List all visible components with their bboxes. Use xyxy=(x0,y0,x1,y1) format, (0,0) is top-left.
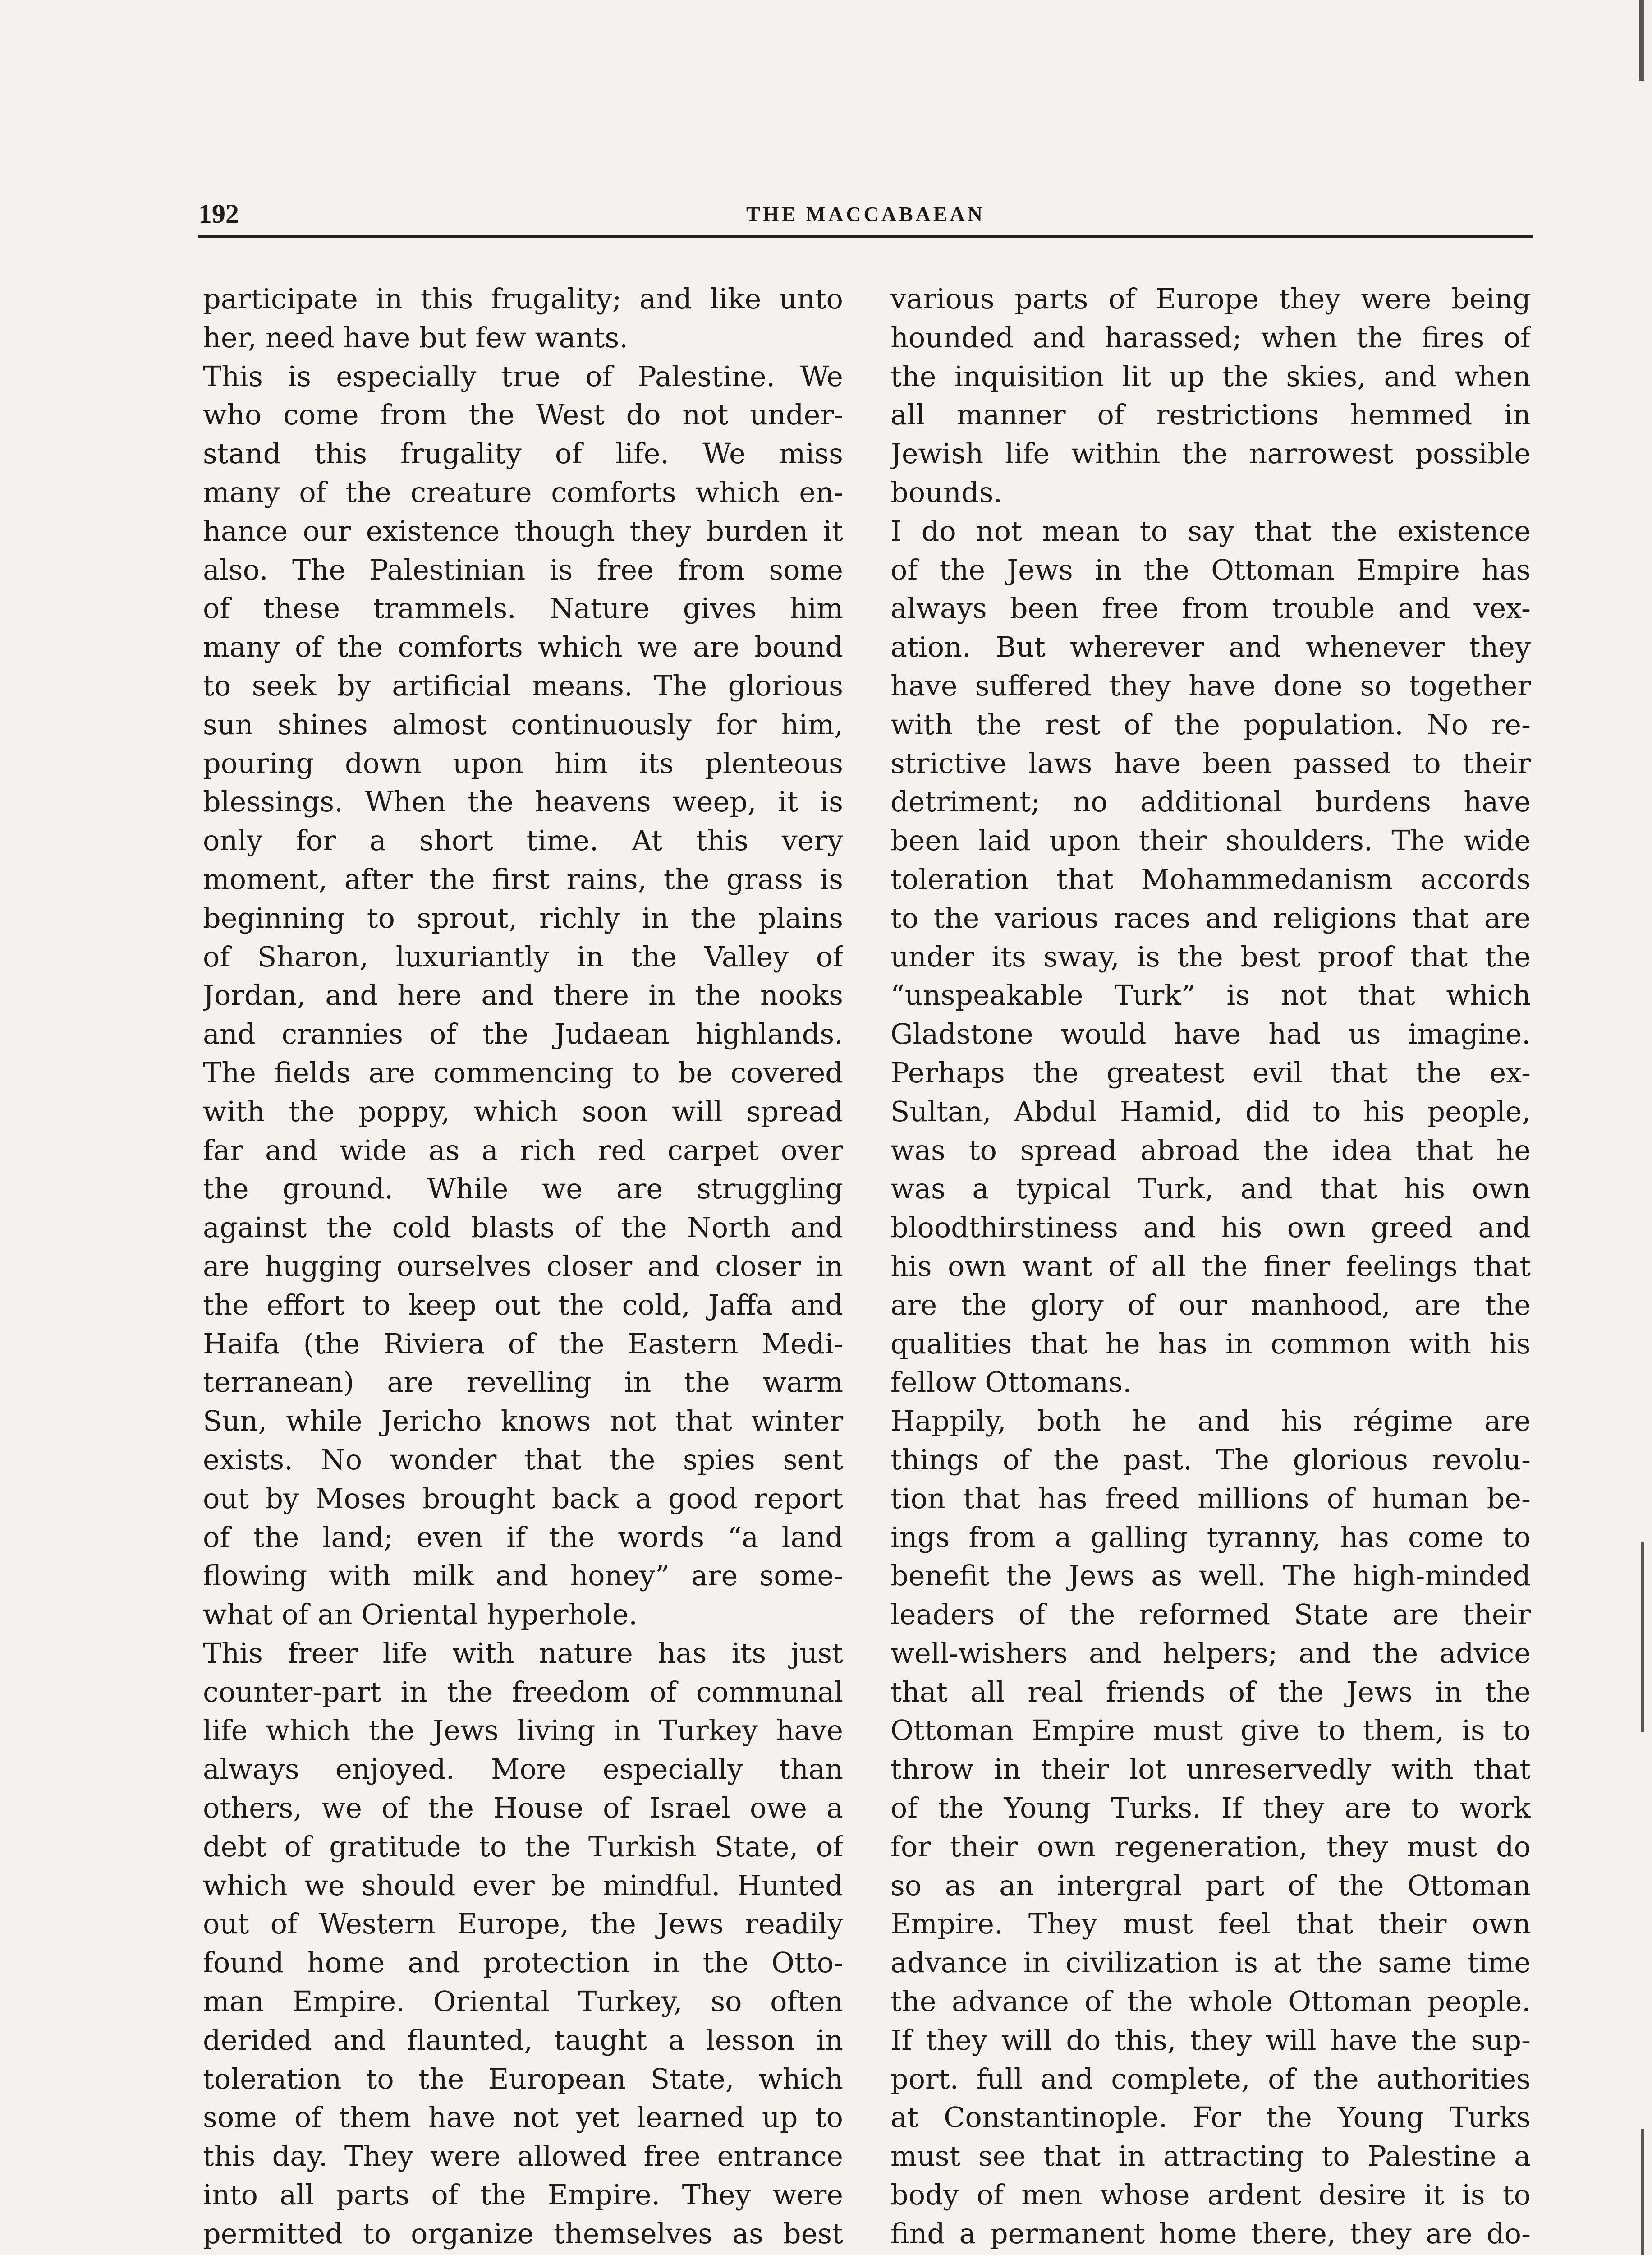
text-line: her, need have but few wants. xyxy=(203,321,628,354)
text-line: terranean) are revelling in the warm xyxy=(203,1366,843,1399)
text-line: for their own regeneration, they must do xyxy=(890,1830,1531,1863)
text-line: toleration that Mohammedanism accords xyxy=(890,862,1531,896)
text-line: toleration to the European State, which xyxy=(203,2062,843,2095)
text-line: If they will do this, they will have the sup- xyxy=(890,2023,1531,2057)
text-line: This is especially true of Palestine. We xyxy=(203,359,843,393)
text-line: against the cold blasts of the North and xyxy=(203,1211,843,1244)
text-line: far and wide as a rich red carpet over xyxy=(203,1133,843,1167)
text-line: The fields are commencing to be covered xyxy=(203,1056,843,1089)
text-line: permitted to organize themselves as best xyxy=(203,2217,843,2250)
text-line: participate in this frugality; and like unto xyxy=(203,282,843,315)
text-line: fellow Ottomans. xyxy=(890,1366,1132,1399)
text-line: many of the comforts which we are bound xyxy=(203,630,843,664)
text-line: Gladstone would have had us imagine. xyxy=(890,1017,1531,1051)
text-line: must see that in attracting to Palestine a xyxy=(890,2140,1531,2173)
text-line: of the land; even if the words “a land xyxy=(203,1520,843,1554)
right-column xyxy=(890,280,1531,2255)
text-line: pouring down upon him its plenteous xyxy=(203,746,843,780)
text-line: ings from a galling tyranny, has come to xyxy=(890,1520,1531,1554)
text-line: always enjoyed. More especially than xyxy=(203,1753,843,1786)
text-line: that all real friends of the Jews in the xyxy=(890,1675,1531,1708)
text-line: bloodthirstiness and his own greed and xyxy=(890,1211,1531,1244)
text-line: debt of gratitude to the Turkish State, of xyxy=(203,1830,843,1863)
text-line: under its sway, is the best proof that the xyxy=(890,940,1531,973)
text-line: been laid upon their shoulders. The wide xyxy=(890,824,1531,857)
text-line: Jewish life within the narrowest possible xyxy=(890,437,1531,470)
text-line: to the various races and religions that are xyxy=(890,901,1531,934)
text-line: with the rest of the population. No re- xyxy=(890,708,1531,741)
left-column xyxy=(203,280,843,2255)
text-line: Happily, both he and his régime are xyxy=(890,1404,1531,1438)
text-line: advance in civilization is at the same time xyxy=(890,1946,1531,1979)
text-line: who come from the West do not under- xyxy=(203,398,843,432)
scan-edge-mark xyxy=(1641,1542,1644,1732)
text-line: his own want of all the finer feelings that xyxy=(890,1249,1531,1283)
text-line: of the Jews in the Ottoman Empire has xyxy=(890,553,1531,586)
text-line: hance our existence though they burden it xyxy=(203,514,843,548)
text-line: into all parts of the Empire. They were xyxy=(203,2178,843,2212)
text-line: with the poppy, which soon will spread xyxy=(203,1095,843,1128)
text-line xyxy=(203,2253,843,2255)
text-line: Sun, while Jericho knows not that winter xyxy=(203,1404,843,1438)
text-line: ation. But wherever and whenever they xyxy=(890,630,1531,664)
text-line: the inquisition lit up the skies, and when xyxy=(890,359,1531,393)
scan-edge-mark xyxy=(1639,0,1644,81)
text-line: counter-part in the freedom of communal xyxy=(203,1675,843,1708)
text-line: strictive laws have been passed to their xyxy=(890,746,1531,780)
text-line: things of the past. The glorious revolu- xyxy=(890,1443,1531,1476)
text-line: port. full and complete, of the authorities xyxy=(890,2062,1531,2095)
text-line: so as an intergral part of the Ottoman xyxy=(890,1868,1531,1902)
text-line: also. The Palestinian is free from some xyxy=(203,553,843,586)
text-line: bounds. xyxy=(890,475,1003,509)
text-line: many of the creature comforts which en- xyxy=(203,475,843,509)
text-line: others, we of the House of Israel owe a xyxy=(203,1791,843,1825)
text-line: man Empire. Oriental Turkey, so often xyxy=(203,1985,843,2018)
text-line: out of Western Europe, the Jews readily xyxy=(203,1907,843,1941)
text-line: the advance of the whole Ottoman people. xyxy=(890,1985,1531,2018)
text-line: moment, after the first rains, the grass is xyxy=(203,862,843,896)
text-line: hounded and harassed; when the fires of xyxy=(890,321,1531,354)
text-line: are hugging ourselves closer and closer in xyxy=(203,1249,843,1283)
text-line: benefit the Jews as well. The high-minded xyxy=(890,1559,1531,1592)
text-line: have suffered they have done so together xyxy=(890,669,1531,702)
text-line: “unspeakable Turk” is not that which xyxy=(890,979,1531,1012)
text-line: are the glory of our manhood, are the xyxy=(890,1288,1531,1321)
page-header xyxy=(198,198,1533,238)
text-line: of the Young Turks. If they are to work xyxy=(890,1791,1531,1825)
text-line: and crannies of the Judaean highlands. xyxy=(203,1017,843,1051)
text-line: of these trammels. Nature gives him xyxy=(203,592,843,625)
text-line: blessings. When the heavens weep, it is xyxy=(203,785,843,819)
text-line: to seek by artificial means. The glorious xyxy=(203,669,843,702)
text-line: of Sharon, luxuriantly in the Valley of xyxy=(203,940,843,973)
text-line: Ottoman Empire must give to them, is to xyxy=(890,1714,1531,1747)
text-line: Empire. They must feel that their own xyxy=(890,1907,1531,1941)
text-line: what of an Oriental hyperhole. xyxy=(203,1598,638,1631)
text-line: well-wishers and helpers; and the advice xyxy=(890,1636,1531,1670)
page-number: 192 xyxy=(198,199,239,229)
text-line: found home and protection in the Otto- xyxy=(203,1946,843,1979)
text-line: beginning to sprout, richly in the plains xyxy=(203,901,843,934)
text-line: the effort to keep out the cold, Jaffa and xyxy=(203,1288,843,1321)
text-line: This freer life with nature has its just xyxy=(203,1636,843,1670)
text-line: qualities that he has in common with his xyxy=(890,1327,1531,1360)
text-line: all manner of restrictions hemmed in xyxy=(890,398,1531,432)
text-line: some of them have not yet learned up to xyxy=(203,2101,843,2134)
text-line xyxy=(890,2253,1531,2255)
text-line: Haifa (the Riviera of the Eastern Medi- xyxy=(203,1327,843,1360)
text-line: Perhaps the greatest evil that the ex- xyxy=(890,1056,1531,1089)
text-line: derided and flaunted, taught a lesson in xyxy=(203,2023,843,2057)
text-line: find a permanent home there, they are do- xyxy=(890,2217,1531,2250)
text-line: always been free from trouble and vex- xyxy=(890,592,1531,625)
text-line: which we should ever be mindful. Hunted xyxy=(203,1868,843,1902)
text-line: Jordan, and here and there in the nooks xyxy=(203,979,843,1012)
text-line: was a typical Turk, and that his own xyxy=(890,1172,1531,1206)
text-line: exists. No wonder that the spies sent xyxy=(203,1443,843,1476)
text-line: various parts of Europe they were being xyxy=(890,282,1531,315)
text-line: the ground. While we are struggling xyxy=(203,1172,843,1206)
text-line: stand this frugality of life. We miss xyxy=(203,437,843,470)
text-line: was to spread abroad the idea that he xyxy=(890,1133,1531,1167)
text-line: life which the Jews living in Turkey have xyxy=(203,1714,843,1747)
text-line: only for a short time. At this very xyxy=(203,824,843,857)
text-line: body of men whose ardent desire it is to xyxy=(890,2178,1531,2212)
text-line: throw in their lot unreservedly with that xyxy=(890,1753,1531,1786)
scan-edge-mark xyxy=(1641,2129,1644,2255)
text-line: detriment; no additional burdens have xyxy=(890,785,1531,819)
text-line: this day. They were allowed free entrance xyxy=(203,2140,843,2173)
text-line: Sultan, Abdul Hamid, did to his people, xyxy=(890,1095,1531,1128)
text-line: sun shines almost continuously for him, xyxy=(203,708,843,741)
text-line: tion that has freed millions of human be- xyxy=(890,1482,1531,1515)
text-line: out by Moses brought back a good report xyxy=(203,1482,843,1515)
text-line: flowing with milk and honey” are some- xyxy=(203,1559,843,1592)
text-line: I do not mean to say that the existence xyxy=(890,514,1531,548)
running-title: THE MACCABAEAN xyxy=(746,202,985,226)
text-line: at Constantinople. For the Young Turks xyxy=(890,2101,1531,2134)
text-line: leaders of the reformed State are their xyxy=(890,1598,1531,1631)
